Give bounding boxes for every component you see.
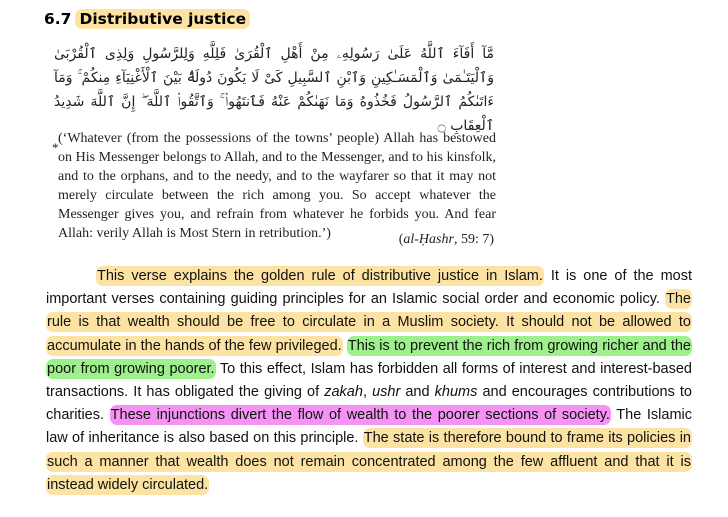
footnote-marker: *: [52, 140, 59, 155]
term-khums: khums: [434, 384, 478, 401]
citation-open-paren: (: [398, 232, 404, 247]
term-ushr: ushr: [372, 384, 401, 401]
term-zakah: zakah: [324, 384, 363, 401]
sentence-important-verses: It is one of the most important verses containing guiding principles for an Islamic social order and economic policy.: [46, 268, 692, 308]
verse-translation: (‘Whatever (from the possessions of the towns’ people) Allah has bestowed on His Messenger belongs to Allah, and to the Messenger, and to his kinsfolk, and to the orphans, and to the needy, and to the wayfarer so that it may not merely circulate between the rich among you. So accept whatever the Messenger gives you, and refrain from whatever he forbids you. And fear Allah: verily Allah is Most Stern in retribution.’): [58, 131, 496, 241]
section-title: Distributive justice: [75, 9, 250, 29]
citation-surah: al-Ḥashr: [403, 232, 454, 247]
highlight-sentence-injunctions: These injunctions divert the flow of wealth to the poorer sections of society.: [110, 407, 610, 424]
separator-and: and: [400, 384, 435, 401]
highlight-sentence-golden-rule: This verse explains the golden rule of distributive justice in Islam.: [97, 268, 543, 284]
highlight-sentence-prevent-rich: This is to prevent the rich from growing richer and the poor from growing poorer.: [47, 337, 691, 377]
verse-citation: [399, 232, 494, 248]
highlight-sentence-state-policy: The state is therefore bound to frame its policies in such a manner that wealth does not remain concentrated among the few affluent and that it is instead widely circulated.: [47, 430, 691, 493]
sentence-interest-forbidden: To this effect, Islam has forbidden all forms of interest and interest-based transactions. It has obligated the giving of: [46, 360, 692, 401]
highlight-sentence-wealth-circulate: The rule is that wealth should be free to circulate in a Muslim society. It should not be allowed to accumulate in the hands of the few privileged.: [47, 291, 691, 354]
separator-comma: ,: [362, 384, 373, 401]
sentence-charities: and encourages contributions to charities.: [46, 384, 692, 424]
citation-reference: , 59: 7): [453, 232, 494, 247]
verse-arabic-text: مَّآ أَفَآءَ ٱللَّهُ عَلَىٰ رَسُولِهِۦ مِنْ أَهْلِ ٱلْقُرَىٰ فَلِلَّهِ وَلِلرَّسُولِ وَلِذِى ٱلْقُرْبَىٰ وَٱلْيَتَـٰمَىٰ وَٱلْمَسَـٰكِينِ وَٱبْنِ ٱلسَّبِيلِ كَىْ لَا يَكُونَ دُولَةًۢ بَيْنَ ٱلْأَغْنِيَآءِ مِنكُمْ ۚ وَمَآ ءَاتَىٰكُمُ ٱلرَّسُولُ فَخُذُوهُ وَمَا نَهَىٰكُمْ عَنْهُ فَٱنتَهُوا۟ ۚ وَٱتَّقُوا۟ ٱللَّهَ ۖ إِنَّ ٱللَّهَ شَدِيدُ ٱلْعِقَابِ ۝: [54, 46, 494, 134]
section-number: 6.7: [44, 10, 72, 28]
sentence-inheritance: The Islamic law of inheritance is also based on this principle.: [46, 407, 692, 447]
commentary-paragraph: [46, 265, 692, 497]
section-heading: [44, 10, 250, 28]
